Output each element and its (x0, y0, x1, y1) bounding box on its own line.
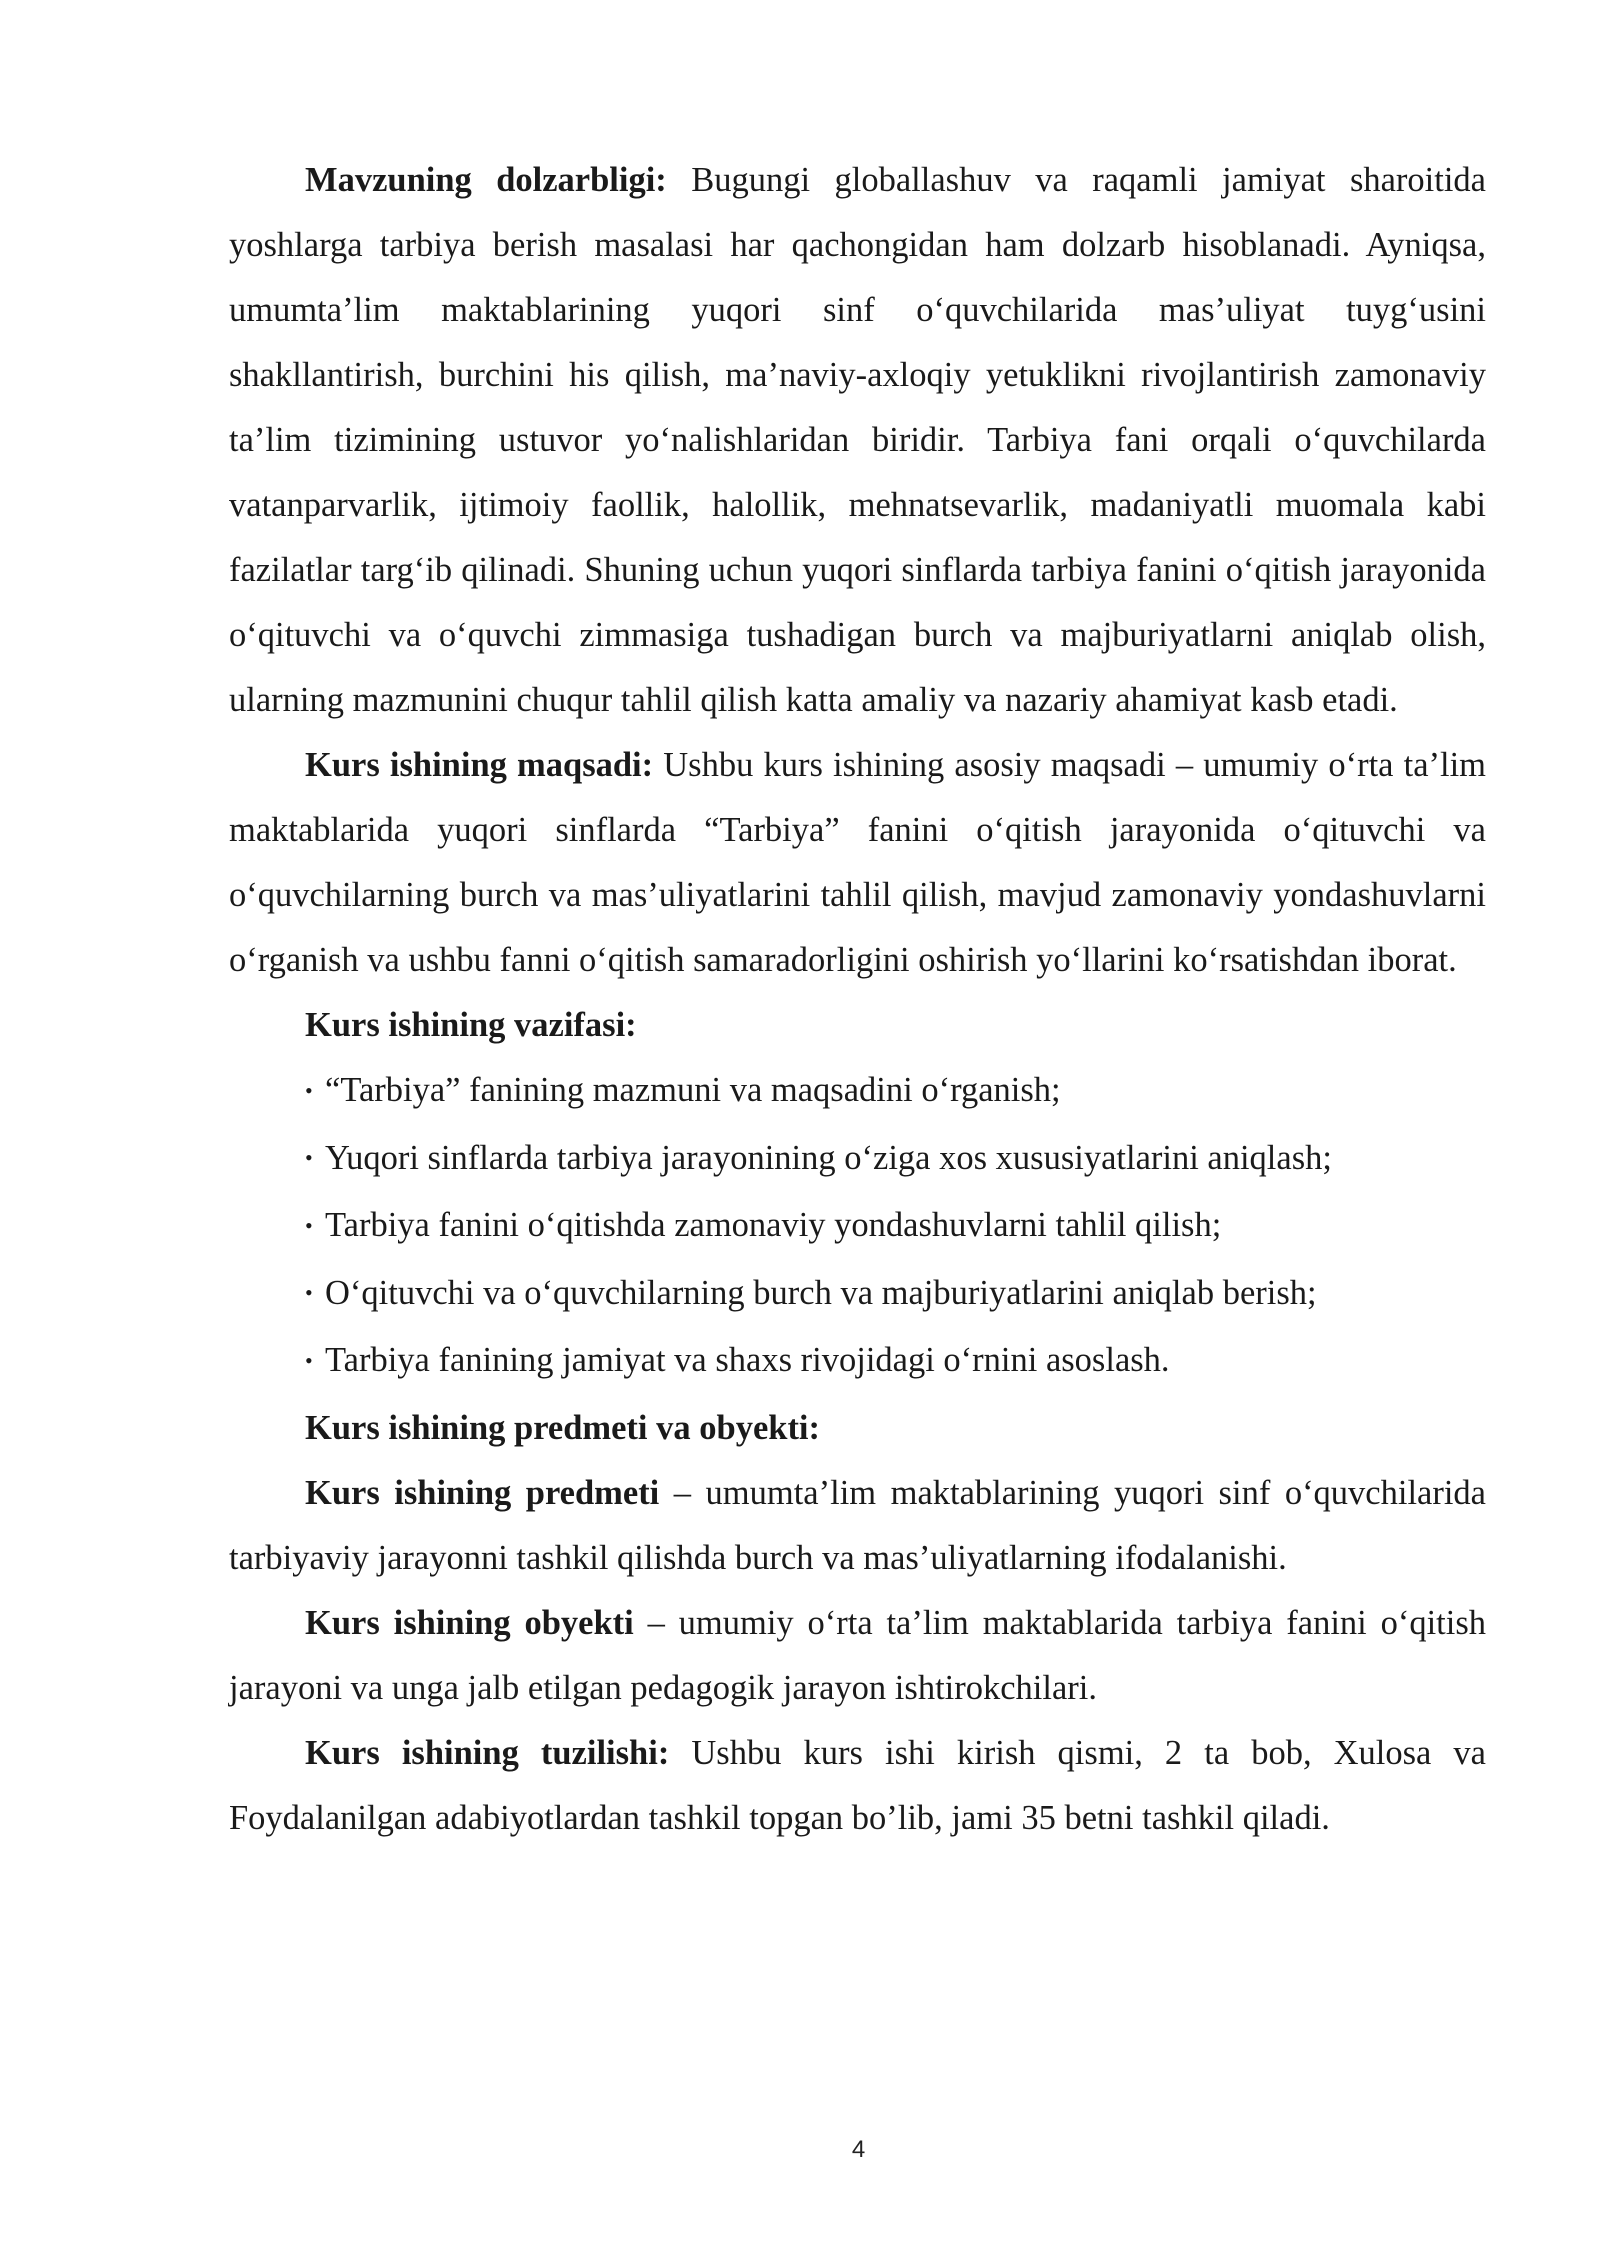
text-structure: Ushbu kurs ishi kirish qismi, 2 ta bob, Xulosa va Foydalanilgan adabiyotlardan tashkil topgan bo’lib, jami 35 betni tashkil qiladi. (229, 1733, 1486, 1837)
bullet-icon: • (305, 1145, 313, 1171)
paragraph-object (229, 1591, 1486, 1721)
text-object: – umumiy o‘rta ta’lim maktablarida tarbiya fanini o‘qitish jarayoni va unga jalb etilgan pedagogik jarayon ishtirokchilari. (229, 1603, 1486, 1707)
list-item (305, 1328, 1486, 1396)
task-text: Tarbiya fanini o‘qitishda zamonaviy yondashuvlarni tahlil qilish; (325, 1206, 1222, 1245)
paragraph-structure (229, 1721, 1486, 1851)
heading-relevance: Mavzuning dolzarbligi: (305, 161, 667, 199)
bullet-icon: • (305, 1077, 313, 1103)
heading-tasks: Kurs ishining vazifasi: (305, 1006, 637, 1044)
list-item (305, 1058, 1486, 1126)
bullet-icon: • (305, 1212, 313, 1238)
paragraph-relevance (229, 148, 1486, 733)
tasks-list (229, 1058, 1486, 1396)
bullet-icon: • (305, 1347, 313, 1373)
list-item (305, 1126, 1486, 1194)
text-relevance: Bugungi globallashuv va raqamli jamiyat sharoitida yoshlarga tarbiya berish masalasi har qachongidan ham dolzarb hisoblanadi. Ayniqsa, umumta’lim maktablarining yuqori sinf o‘quvchilarida mas’uliyat tuyg‘usini shakllantirish, burchini his qilish, ma’naviy-axloqiy yetuklikni rivojlantirish zamonaviy ta’lim tizimining ustuvor yo‘nalishlaridan biridir. Tarbiya fani orqali o‘quvchilarda vatanparvarlik, ijtimoiy faollik, halollik, mehnatsevarlik, madaniyatli muomala kabi fazilatlar targ‘ib qilinadi. Shuning uchun yuqori sinflarda tarbiya fanini o‘qitish jarayonida o‘qituvchi va o‘quvchi zimmasiga tushadigan burch va majburiyatlarni aniqlab olish, ularning mazmunini chuqur tahlil qilish katta amaliy va nazariy ahamiyat kasb etadi. (229, 161, 1486, 719)
list-item (305, 1193, 1486, 1261)
document-page (229, 148, 1486, 1851)
page-number: 4 (851, 2136, 866, 2163)
text-subject: – umumta’lim maktablarining yuqori sinf o‘quvchilarida tarbiyaviy jarayonni tashkil qilishda burch va mas’uliyatlarning ifodalanishi. (229, 1473, 1486, 1577)
task-text: O‘qituvchi va o‘quvchilarning burch va majburiyatlarini aniqlab berish; (325, 1273, 1317, 1312)
task-text: Yuqori sinflarda tarbiya jarayonining o‘ziga xos xususiyatlarini aniqlash; (325, 1138, 1332, 1177)
paragraph-subject (229, 1461, 1486, 1591)
heading-subject-object: Kurs ishining predmeti va obyekti: (305, 1408, 821, 1447)
paragraph-tasks-heading (229, 993, 1486, 1058)
heading-goal: Kurs ishining maqsadi: (305, 746, 654, 784)
task-text: “Tarbiya” fanining mazmuni va maqsadini o‘rganish; (325, 1071, 1061, 1109)
paragraph-goal (229, 733, 1486, 993)
bullet-icon: • (305, 1280, 313, 1306)
heading-structure: Kurs ishining tuzilishi: (305, 1733, 670, 1772)
paragraph-subject-object-heading (229, 1396, 1486, 1461)
text-goal: Ushbu kurs ishining asosiy maqsadi – umumiy o‘rta ta’lim maktablarida yuqori sinflarda “Tarbiya” fanini o‘qitish jarayonida o‘qituvchi va o‘quvchilarning burch va mas’uliyatlarini tahlil qilish, mavjud zamonaviy yondashuvlarni o‘rganish va ushbu fanni o‘qitish samaradorligini oshirish yo‘llarini ko‘rsatishdan iborat. (229, 746, 1486, 979)
heading-subject: Kurs ishining predmeti (305, 1473, 660, 1512)
heading-object: Kurs ishining obyekti (305, 1603, 634, 1642)
task-text: Tarbiya fanining jamiyat va shaxs rivojidagi o‘rnini asoslash. (325, 1341, 1170, 1380)
list-item (305, 1261, 1486, 1329)
